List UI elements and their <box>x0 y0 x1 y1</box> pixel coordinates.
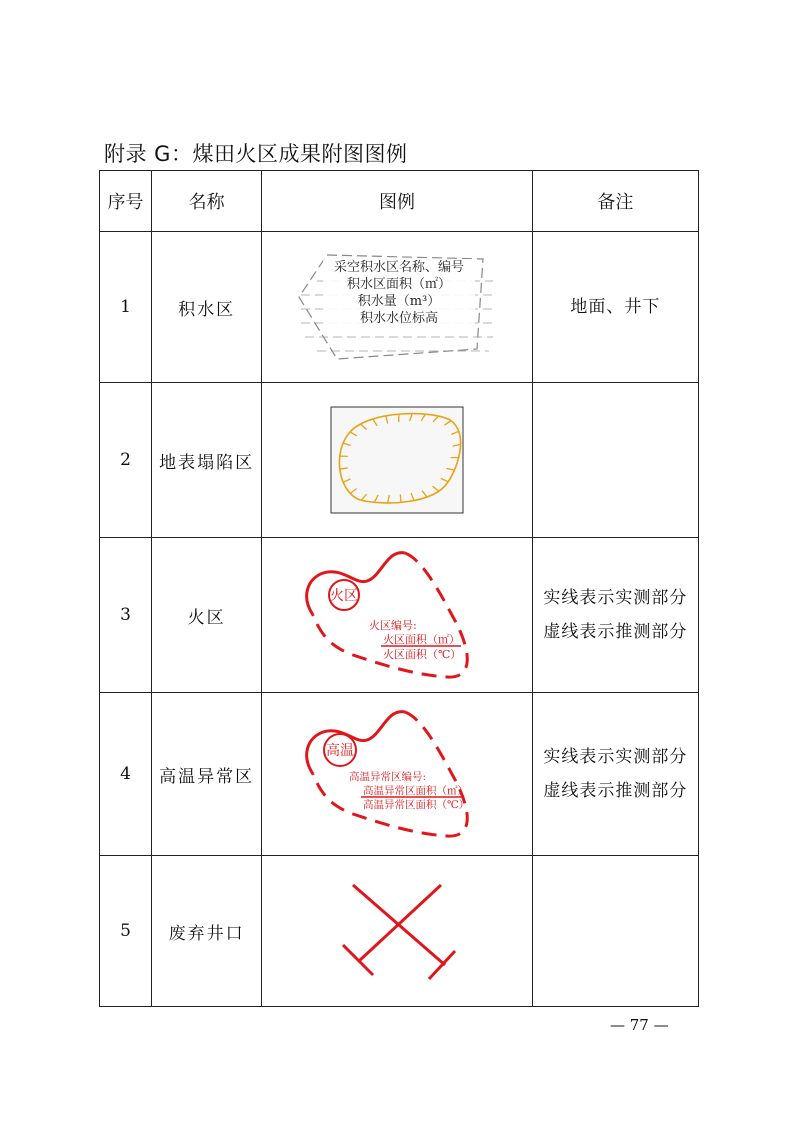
header-note: 备注 <box>532 171 698 232</box>
water-area-label-3: 积水量（m³） <box>357 294 441 309</box>
abandoned-well-symbol <box>337 881 457 981</box>
row-name: 废弃井口 <box>152 856 262 1007</box>
row-number: 1 <box>100 232 152 383</box>
page-number: — 77 — <box>610 1016 669 1034</box>
row-name: 地表塌陷区 <box>152 383 262 538</box>
row-name: 积水区 <box>152 232 262 383</box>
collapse-area-frame <box>331 407 463 513</box>
high-temp-solid-boundary <box>307 712 405 774</box>
row-number: 5 <box>100 856 152 1007</box>
header-symbol: 图例 <box>262 171 532 232</box>
note-line-1: 地面、井下 <box>570 297 661 317</box>
abandoned-well-cross <box>343 885 455 979</box>
symbol-cell <box>262 232 532 383</box>
note-cell <box>532 693 698 856</box>
note-line-1: 实线表示实测部分 <box>543 588 688 608</box>
high-temp-line-1: 高温异常区面积（㎡） <box>362 785 468 797</box>
collapse-area-symbol <box>330 406 464 514</box>
table-row-water-area <box>100 232 699 383</box>
symbol-cell <box>262 383 532 538</box>
table-row-high-temp-area <box>100 693 699 856</box>
page-title: 附录 G：煤田火区成果附图图例 <box>104 142 408 166</box>
note-line-2: 虚线表示推测部分 <box>543 622 688 642</box>
fire-area-circle-label: 火区 <box>329 588 358 604</box>
note-cell <box>532 383 698 538</box>
row-name: 高温异常区 <box>152 693 262 856</box>
symbol-cell <box>262 538 532 693</box>
row-name: 火区 <box>152 538 262 693</box>
legend-table <box>99 170 699 1007</box>
high-temp-line-2: 高温异常区面积（℃） <box>362 799 470 811</box>
note-cell <box>532 232 698 383</box>
fire-area-line-1: 火区面积（㎡） <box>382 633 460 646</box>
table-row-abandoned-well <box>100 856 699 1007</box>
table-header-row <box>100 171 699 232</box>
water-area-symbol <box>297 253 497 361</box>
water-area-label-4: 积水水位标高 <box>359 311 438 326</box>
note-line-1: 实线表示实测部分 <box>543 747 688 767</box>
note-line-2: 虚线表示推测部分 <box>543 781 688 801</box>
table-row-fire-area <box>100 538 699 693</box>
high-temp-circle-label: 高温 <box>325 743 354 759</box>
symbol-cell <box>262 693 532 856</box>
table-row-collapse-area <box>100 383 699 538</box>
water-area-label-2: 积水区面积（㎡） <box>346 277 451 292</box>
water-area-label-1: 采空积水区名称、编号 <box>333 260 464 275</box>
header-no: 序号 <box>100 171 152 232</box>
collapse-tick <box>400 494 401 502</box>
row-number: 2 <box>100 383 152 538</box>
symbol-cell <box>262 856 532 1007</box>
fire-area-symbol <box>297 545 497 685</box>
high-temp-label: 高温异常区编号: <box>348 771 427 783</box>
fire-area-label: 火区编号: <box>368 619 417 632</box>
high-temp-area-symbol <box>297 704 497 844</box>
row-number: 4 <box>100 693 152 856</box>
header-name: 名称 <box>152 171 262 232</box>
row-number: 3 <box>100 538 152 693</box>
fire-area-line-2: 火区面积（℃） <box>382 648 462 661</box>
note-cell <box>532 538 698 693</box>
note-cell <box>532 856 698 1007</box>
